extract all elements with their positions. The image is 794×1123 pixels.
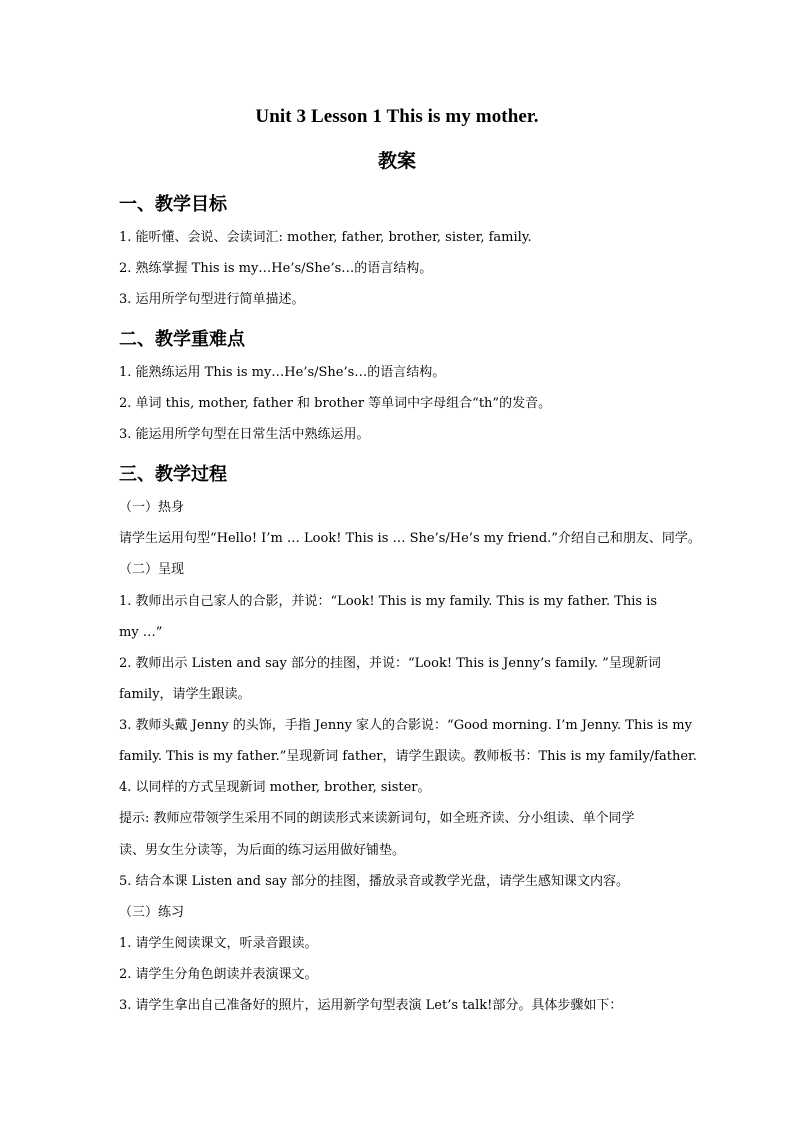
document-title: Unit 3 Lesson 1 This is my mother. (255, 106, 539, 127)
section-heading-key-points: 二、教学重难点 (119, 329, 245, 350)
key-point-line-1: 1. 能熟练运用 This is my…He’s/She’s…的语言结构。 (119, 365, 446, 380)
procedure-line-12: 读、男女生分读等，为后面的练习运用做好铺垫。 (119, 843, 406, 858)
procedure-line-17: 3. 请学生拿出自己准备好的照片，运用新学句型表演 Let’s talk!部分。具体步骤如下： (119, 998, 623, 1013)
section-heading-procedure: 三、教学过程 (119, 464, 227, 485)
procedure-line-6: 2. 教师出示 Listen and say 部分的挂图，并说：“Look! This is Jenny’s family. ”呈现新词 (119, 656, 661, 671)
procedure-line-3: （二）呈现 (119, 562, 185, 577)
procedure-line-8: 3. 教师头戴 Jenny 的头饰，手指 Jenny 家人的合影说：“Good morning. I’m Jenny. This is my (119, 718, 692, 733)
key-point-line-3: 3. 能运用所学句型在日常生活中熟练运用。 (119, 427, 370, 442)
objective-line-1: 1. 能听懂、会说、会读词汇: mother, father, brother, sister, family. (119, 230, 532, 245)
section-heading-objectives: 一、教学目标 (119, 194, 227, 215)
procedure-line-9: family. This is my father.”呈现新词 father，请学生跟读。教师板书：This is my family/father. (119, 749, 697, 764)
procedure-line-11: 提示: 教师应带领学生采用不同的朗读形式来读新词句，如全班齐读、分小组读、单个同学 (119, 811, 635, 826)
procedure-line-7: family，请学生跟读。 (119, 687, 251, 702)
procedure-line-15: 1. 请学生阅读课文，听录音跟读。 (119, 936, 318, 951)
procedure-line-4: 1. 教师出示自己家人的合影，并说：“Look! This is my family. This is my father. This is (119, 594, 658, 609)
procedure-line-1: （一）热身 (119, 500, 185, 515)
procedure-line-2: 请学生运用句型“Hello! I’m … Look! This is … She’s/He’s my friend.”介绍自己和朋友、同学。 (119, 531, 701, 546)
objective-line-3: 3. 运用所学句型进行简单描述。 (119, 292, 305, 307)
procedure-line-14: （三）练习 (119, 905, 185, 920)
procedure-line-16: 2. 请学生分角色朗读并表演课文。 (119, 967, 318, 982)
objective-line-2: 2. 熟练掌握 This is my…He’s/She’s…的语言结构。 (119, 261, 433, 276)
key-point-line-2: 2. 单词 this, mother, father 和 brother 等单词中字母组合“th”的发音。 (119, 396, 552, 411)
procedure-line-5: my …” (119, 625, 163, 640)
procedure-line-10: 4. 以同样的方式呈现新词 mother, brother, sister。 (119, 780, 431, 795)
document-subtitle: 教案 (377, 150, 416, 172)
procedure-line-13: 5. 结合本课 Listen and say 部分的挂图，播放录音或教学光盘，请学生感知课文内容。 (119, 874, 630, 889)
